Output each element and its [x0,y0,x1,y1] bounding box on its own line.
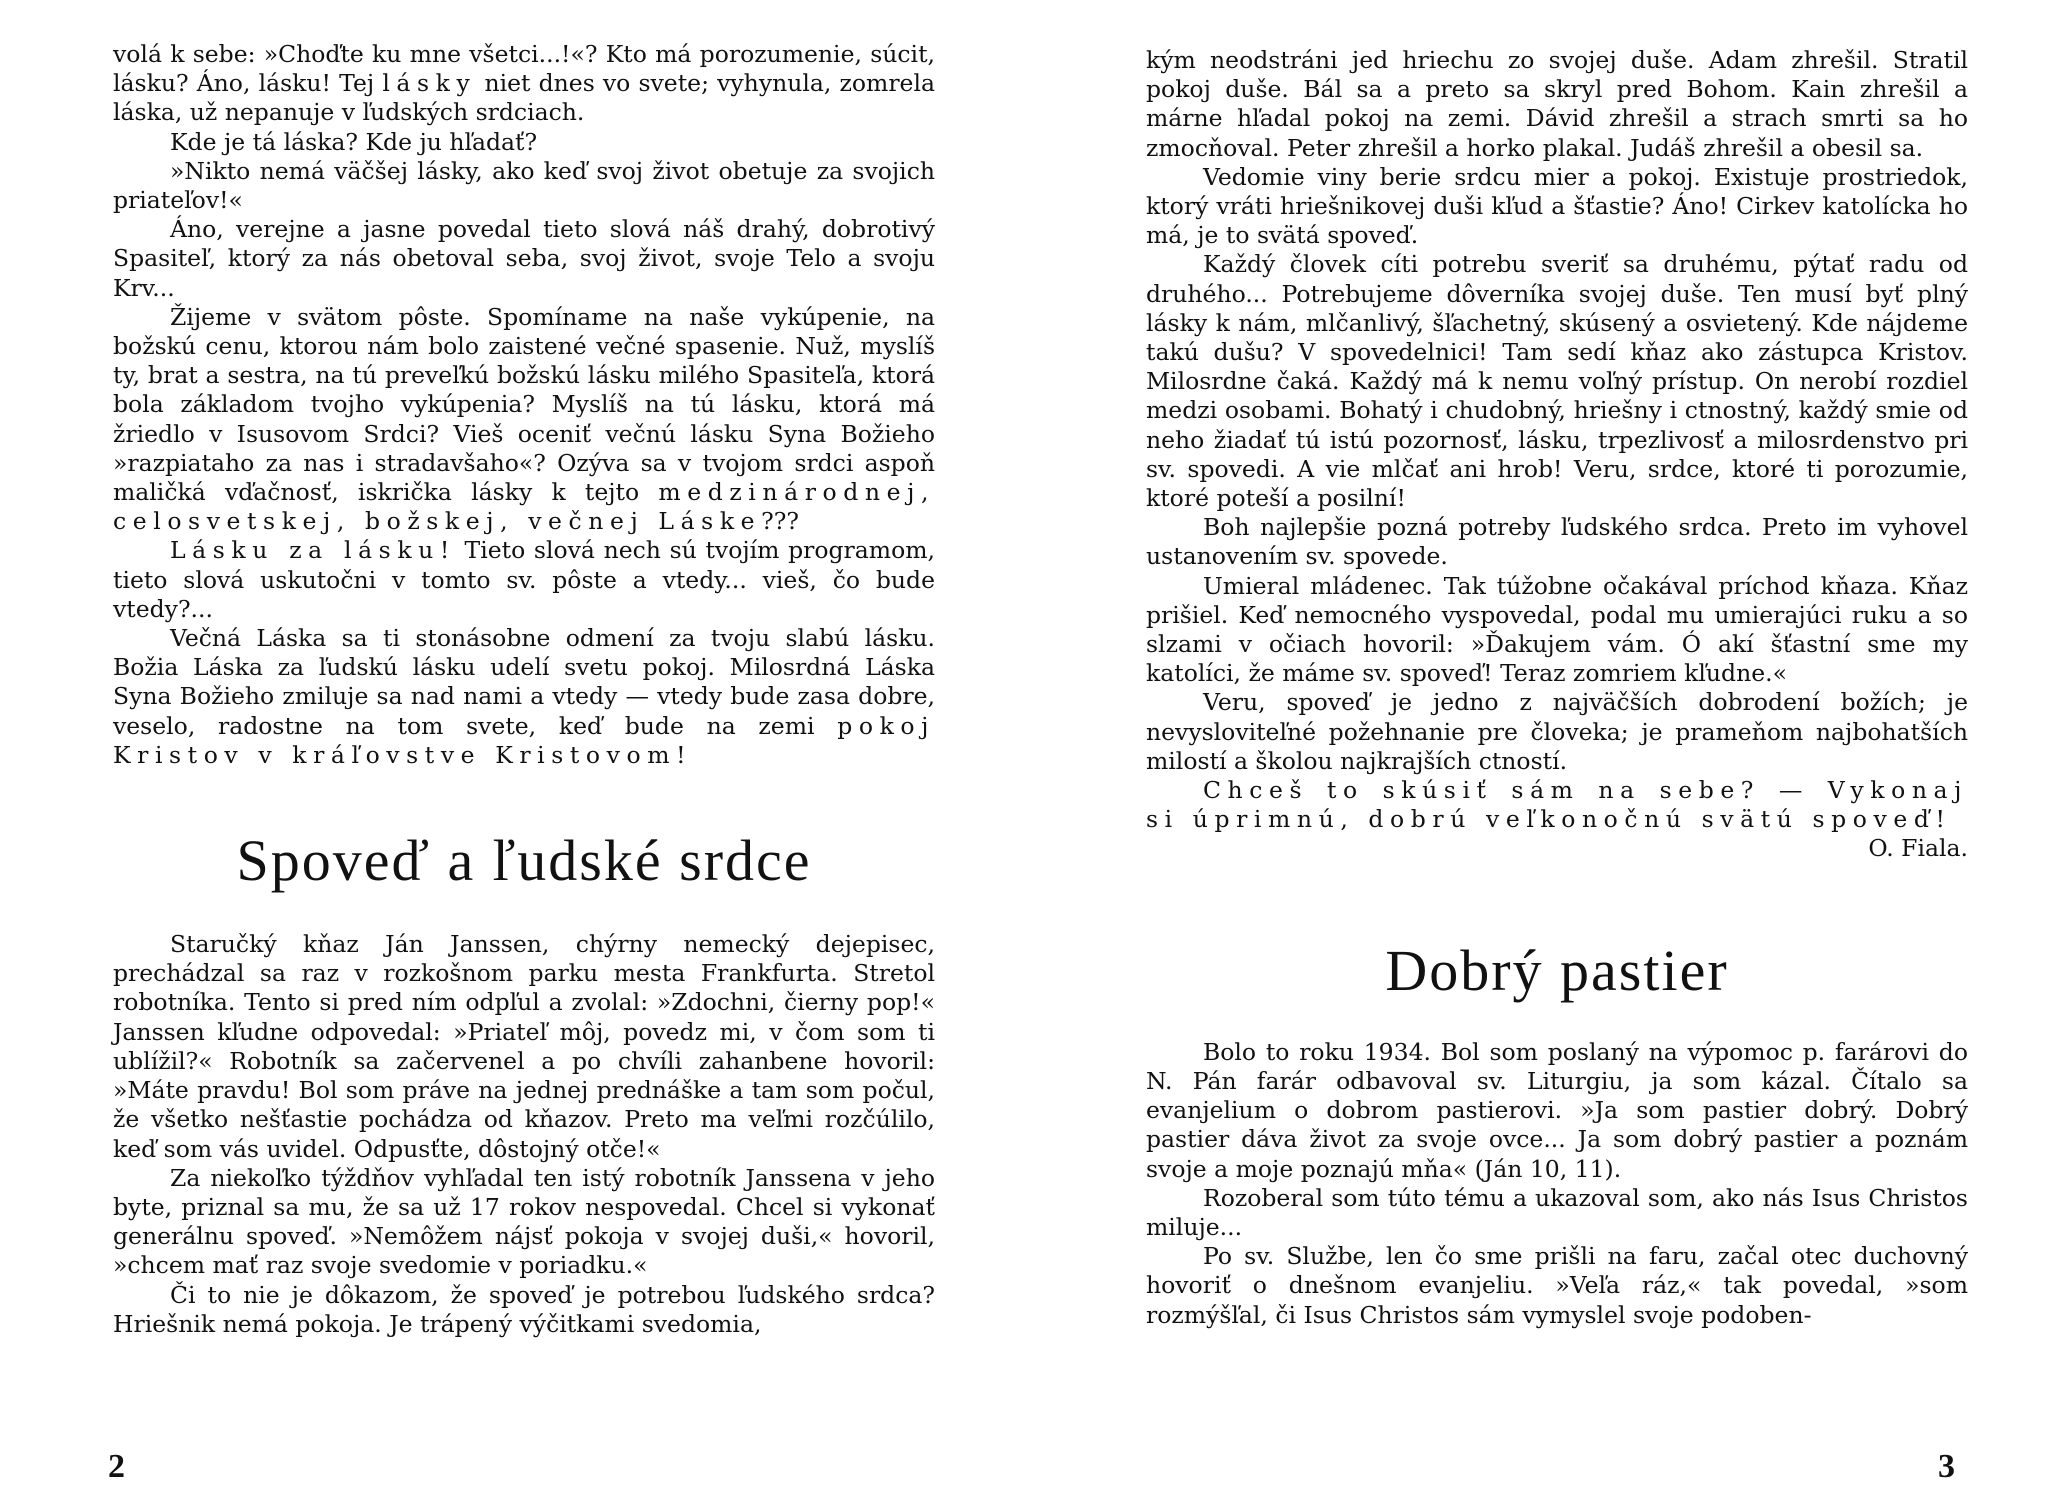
left-page-text-column [113,40,935,1339]
page-number-left: 2 [108,1448,125,1485]
left-page-intro-text [113,40,935,770]
paragraph [1146,1242,1968,1330]
article-body-spoved [113,930,935,1339]
text-run: Rozoberal som túto tému a ukazoval som, ako nás Isus Christos miluje... [1146,1183,1968,1241]
paragraph [1146,163,1968,251]
text-run: kým neodstráni jed hriechu zo svojej duše. Adam zhrešil. Stratil pokoj duše. Bál sa a preto sa skryl pred Bohom. Kain zhrešil a márne hľadal pokoj na zemi. Dávid zhrešil a strach smrti sa ho zmocňoval. Peter zhrešil a horko plakal. Judáš zhrešil a obesil sa. [1146,46,1968,162]
spaced-emphasis-text: medzinárodnej, celosvetskej, božskej, večnej Láske [113,478,935,536]
text-run: Vedomie viny berie srdcu mier a pokoj. Existuje prostriedok, ktorý vráti hriešnikovej duši kľud a šťastie? Áno! Cirkev katolícka ho má, je to svätá spoveď. [1146,162,1968,250]
paragraph [1146,250,1968,513]
paragraph [1146,776,1968,834]
text-run: »Nikto nemá väčšej lásky, ako keď svoj život obetuje za svojich priateľov!« [113,156,935,215]
paragraph [113,157,935,215]
text-run: Žijeme v svätom pôste. Spomíname na naše vykúpenie, na božskú cenu, ktorou nám bolo zaistené večné spasenie. Nuž, myslíš ty, brat a sestra, na tú preveľkú božskú lásku milého Spasiteľa, ktorá bola základom tvojho vykúpenia? Myslíš na tú lásku, ktorá má žriedlo v Isusovom Srdci? Vieš oceniť večnú lásku Syna Božieho »razpiataho za nas i stradavšaho«? Ozýva sa v tvojom srdci aspoň maličká vďačnosť, iskrička lásky k tejto [113,302,935,507]
spaced-emphasis-text: lásky [382,69,477,98]
paragraph [113,1281,935,1339]
spaced-emphasis-text: Chceš to skúsiť sám na sebe? — Vykonaj si úprimnú, dobrú veľkonočnú svätú spoveď! [1146,776,1968,834]
page-number-right: 3 [1938,1448,1955,1485]
paragraph [1146,513,1968,571]
article-body-dobry-pastier [1146,1038,1968,1330]
text-run: Tieto slová nech sú tvojím programom, tieto slová uskutočni v tomto sv. pôste a vtedy... vieš, čo bude vtedy?... [113,536,935,623]
text-run: Kde je tá láska? Kde ju hľadať? [170,127,538,156]
text-run: niet dnes vo svete; vyhynula, zomrela láska, už nepanuje v ľudských srdciach. [113,69,935,127]
paragraph [1146,46,1968,163]
paragraph [113,930,935,1164]
text-run: Staručký kňaz Ján Janssen, chýrny nemecký dejepisec, prechádzal sa raz v rozkošnom parku mesta Frankfurta. Stretol robotníka. Tento si pred ním odpľul a zvolal: »Zdochni, čierny pop!« Janssen kľudne odpovedal: »Priateľ môj, povedz mi, v čom som ti ublížil?« Robotník sa začervenel a po chvíli zahanbene hovoril: »Máte pravdu! Bol som práve na jednej prednáške a tam som počul, že všetko nešťastie pochádza od kňazov. Preto ma veľmi rozčúlilo, keď som vás uvidel. Odpusťte, dôstojný otče!« [113,930,935,1163]
article-title-spoved: Spoveď a ľudské srdce [236,828,812,894]
paragraph [113,128,935,157]
paragraph [113,40,935,128]
text-run: Boh najlepšie pozná potreby ľudského srdca. Preto im vyhovel ustanovením sv. spovede. [1146,513,1968,571]
text-run: ??? [761,507,799,536]
author-signature: O. Fiala. [1868,834,1968,863]
text-run: Veru, spoveď je jedno z najväčších dobrodení božích; je nevysloviteľné požehnanie pre človeka; je prameňom najbohatších milostí a školou najkrajších ctností. [1146,688,1968,775]
paragraph [1146,572,1968,689]
right-page-text-column [1146,46,1968,1330]
paragraph [113,624,935,770]
paragraph [1146,688,1968,776]
right-page-continued-text [1146,46,1968,834]
text-run: Áno, verejne a jasne povedal tieto slová náš drahý, dobrotivý Spasiteľ, ktorý za nás obetoval seba, svoj život, svoje Telo a svoju Krv... [113,215,935,302]
spaced-emphasis-text: pokoj Kristov v kráľovstve Kristovom! [113,711,935,769]
paragraph [113,1164,935,1281]
article-title-dobry-pastier: Dobrý pastier [1385,937,1729,1003]
paragraph [1146,1038,1968,1184]
paragraph [113,536,935,624]
text-run: volá k sebe: »Choďte ku mne všetci...!«? Kto má porozumenie, súcit, lásku? Áno, lásku! Tej [113,40,935,98]
text-run: Večná Láska sa ti stonásobne odmení za tvoju slabú lásku. Božia Láska za ľudskú lásku udelí svetu pokoj. Milosrdná Láska Syna Božieho zmiluje sa nad nami a vtedy — vtedy bude zasa dobre, veselo, radostne na tom svete, keď bude na zemi [113,624,935,740]
text-run: Po sv. Službe, len čo sme prišli na faru, začal otec duchovný hovoriť o dnešnom evanjeliu. »Veľa ráz,« tak povedal, »som rozmýšľal, či Isus Christos sám vymyslel svoje podoben- [1146,1242,1968,1329]
text-run: Za niekoľko týždňov vyhľadal ten istý robotník Janssena v jeho byte, priznal sa mu, že sa už 17 rokov nespovedal. Chcel si vykonať generálnu spoveď. »Nemôžem nájsť pokoja v svojej duši,« hovoril, »chcem mať raz svoje svedomie v poriadku.« [113,1163,935,1280]
paragraph [113,215,935,303]
text-run: Umieral mládenec. Tak túžobne očakával príchod kňaza. Kňaz prišiel. Keď nemocného vyspovedal, podal mu umierajúci ruku a so slzami v očiach hovoril: »Ďakujem vám. Ó akí šťastní sme my katolíci, že máme sv. spoveď! Teraz zomriem kľudne.« [1146,571,1968,688]
spaced-emphasis-text: Lásku za lásku! [170,536,456,565]
text-run: Bolo to roku 1934. Bol som poslaný na výpomoc p. farárovi do N. Pán farár odbavoval sv. Liturgiu, ja som kázal. Čítalo sa evanjelium o dobrom pastierovi. »Ja som pastier dobrý. Dobrý pastier dáva život za svoje ovce... Ja som dobrý pastier a poznám svoje a moje poznajú mňa« (Ján 10, 11). [1146,1037,1968,1183]
paragraph [113,303,935,537]
text-run: Každý človek cíti potrebu sveriť sa druhému, pýtať radu od druhého... Potrebujeme dôverníka svojej duše. Ten musí byť plný lásky k nám, mlčanlivý, šľachetný, skúsený a osvietený. Kde nájdeme takú dušu? V spovedelnici! Tam sedí kňaz ako zástupca Kristov. Milosrdne čaká. Každý má k nemu voľný prístup. On nerobí rozdiel medzi osobami. Bohatý i chudobný, hriešny i ctnostný, každý smie od neho žiadať tú istú pozornosť, lásku, trpezlivosť a milosrdenstvo pri sv. spovedi. A vie mlčať ani hrob! Veru, srdce, ktoré ti porozumie, ktoré poteší a posilní! [1146,250,1968,513]
text-run: Či to nie je dôkazom, že spoveď je potrebou ľudského srdca? Hriešnik nemá pokoja. Je trápený výčitkami svedomia, [113,1280,935,1338]
right-page [1026,0,2052,1500]
paragraph [1146,1184,1968,1242]
